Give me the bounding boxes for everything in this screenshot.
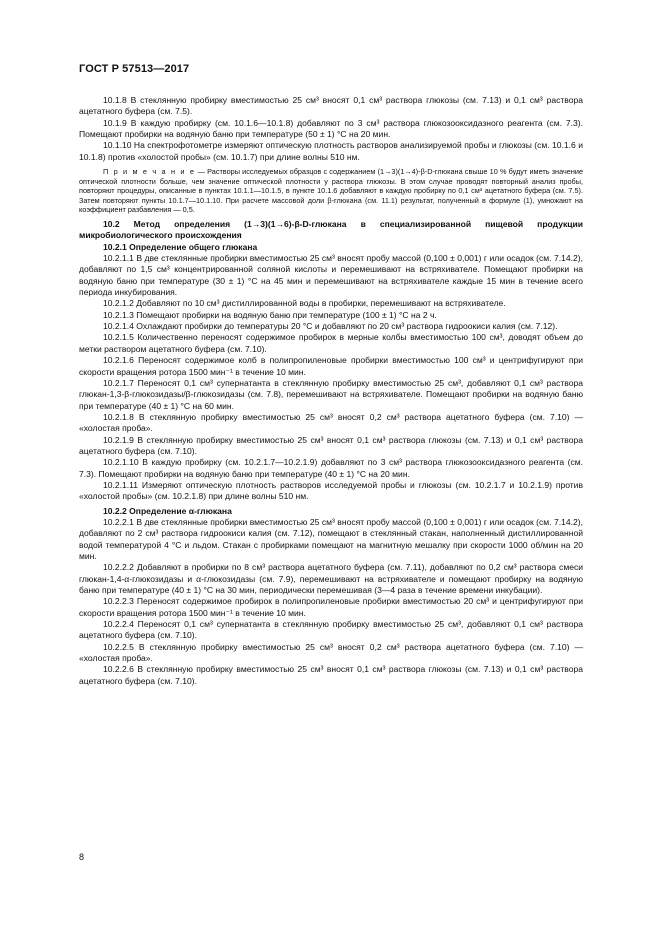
document-body xyxy=(79,95,583,687)
note-paragraph xyxy=(79,167,583,215)
paragraph-10-2-1-6: 10.2.1.6 Переносят содержимое колб в полипропиленовые пробирки вместимостью 100 см³ и центрифугируют при скорости вращения ротора 1500 мин⁻¹ в течение 10 мин. xyxy=(79,355,583,377)
standard-code-header: ГОСТ Р 57513—2017 xyxy=(79,63,190,75)
paragraph-10-2-1-8: 10.2.1.8 В стеклянную пробирку вместимостью 25 см³ вносят 0,2 см³ раствора ацетатного буфера (см. 7.10) — «холостая проба». xyxy=(79,411,583,434)
paragraph-10-2-2-6: 10.2.2.6 В стеклянную пробирку вместимостью 25 см³ вносят 0,1 см³ раствора глюкозы (см. 7.13) и 0,1 см³ раствора ацетатного буфера (см. 7.10). xyxy=(79,664,583,686)
paragraph-10-2-1-11: 10.2.1.11 Измеряют оптическую плотность растворов исследуемой пробы и глюкозы (см. 10.2.1.7 и 10.2.1.9) против «холостой пробы» (см. 10.2.1.8) при длине волны 510 нм. xyxy=(79,479,583,502)
paragraph-10-2-1-3: 10.2.1.3 Помещают пробирки на водяную баню при температуре (100 ± 1) °С на 2 ч. xyxy=(103,309,437,320)
paragraph-10-2-1-9: 10.2.1.9 В стеклянную пробирку вместимостью 25 см³ вносят 0,1 см³ раствора глюкозы (см. 7.13) и 0,1 см³ раствора ацетатного буфера (см. 7.10). xyxy=(79,434,583,456)
paragraph-10-1-10: 10.1.10 На спектрофотометре измеряют оптическую плотность растворов анализируемой пробы и глюкозы (см. 10.1.6 и 10.1.8) против «холостой пробы» (см. 10.1.7) при длине волны 510 нм. xyxy=(79,140,583,162)
paragraph-10-2-2-4: 10.2.2.4 Переносят 0,1 см³ супернатанта в стеклянную пробирку вместимостью 25 см³, добавляют 0,1 см³ раствора ацетатного буфера (см. 7.10). xyxy=(79,619,583,641)
note-label: П р и м е ч а н и е xyxy=(103,167,196,177)
paragraph-10-2-1-10: 10.2.1.10 В каждую пробирку (см. 10.2.1.7—10.2.1.9) добавляют по 3 см³ раствора глюкозооксидазного реагента (см. 7.3). Помещают пробирки на водяную баню при температуре (40 ± 1) °С на 20 мин. xyxy=(79,457,583,479)
paragraph-10-2-1-1: 10.2.1.1 В две стеклянные пробирки вместимостью 25 см³ вносят пробу массой (0,100 ± 0,001) г или осадок (см. 7.14.2), добавляют по 1,5 см³ концентрированной соляной кислоты и перемешивают на встряхивателе. Помещают пробирки на водяную баню при температуре (30 ± 1) °С на 45 мин и перемешивают на встряхивателе каждые 15 мин в течение всего периода инкубирования. xyxy=(79,253,583,298)
paragraph-10-2-1-2: 10.2.1.2 Добавляют по 10 см³ дистиллированной воды в пробирки, перемешивают на встряхивателе. xyxy=(103,298,506,309)
paragraph-10-2-1-5: 10.2.1.5 Количественно переносят содержимое пробирок в мерные колбы вместимостью 100 см³, доводят объем до метки раствором ацетатного буфера (см. 7.10). xyxy=(79,332,583,354)
paragraph-10-2-2-5: 10.2.2.5 В стеклянную пробирку вместимостью 25 см³ вносят 0,2 см³ раствора ацетатного буфера (см. 7.10) — «холостая проба». xyxy=(79,641,583,664)
paragraph-10-1-8: 10.1.8 В стеклянную пробирку вместимостью 25 см³ вносят 0,1 см³ раствора глюкозы (см. 7.13) и 0,1 см³ раствора ацетатного буфера (см. 7.5). xyxy=(79,95,583,117)
subsection-heading-10-2-1: 10.2.1 Определение общего глюкана xyxy=(103,241,258,252)
paragraph-10-2-2-1: 10.2.2.1 В две стеклянные пробирки вместимостью 25 см³ вносят пробу массой (0,100 ± 0,001) г или осадок (см. 7.14.2), добавляют по 2 см³ раствора гидроокиси калия (см. 7.12), помещают в стеклянный стакан, наполненный дистиллированной водой температурой 4 °С и льдом. Стакан с пробирками помещают на магнитную мешалку при скорости 1000 об/мин на 20 мин. xyxy=(79,516,583,561)
paragraph-10-2-1-7: 10.2.1.7 Переносят 0,1 см³ супернатанта в стеклянную пробирку вместимостью 25 см³, добавляют 0,1 см³ раствора глюкан-1,3-β-глюкозидазы/β-глюкозидазы (см. 7.8), перемешивают на встряхивателе. Помещают пробирки на водяную баню при температуре (40 ± 1) °С на 60 мин. xyxy=(79,377,583,411)
note-text: — Растворы исследуемых образцов с содержанием (1→3)(1→4)-β-D-глюкана свыше 10 % будут иметь значение оптической плотности больше, чем значение оптической плотности у раствора глюкозы. В этом случае проводят повторный анализ пробы, повторяют процедуры, описанные в пунктах 10.1.1—10.1.5, в пункте 10.1.6 добавляют в каждую пробирку по 0,1 см³ ацетатного буфера (см. 7.5). Затем повторяют пункты 10.1.7—10.1.10. При расчете массовой доли β-глюкана (см. 11.1) результат, полученный в формуле (1), умножают на коэффициент разбавления — 0,5. xyxy=(79,167,584,215)
paragraph-10-2-2-2: 10.2.2.2 Добавляют в пробирки по 8 см³ раствора ацетатного буфера (см. 7.11), добавляют по 0,2 см³ раствора смеси глюкан-1,4-α-глюкозидазы и α-глюкозидазы (см. 7.9), перемешивают на встряхивателе и помещают пробирку на водяную баню при температуре (40 ± 1) °С на 30 мин, периодически перемешивая (3—4 раза в течение времени инкубации). xyxy=(79,562,583,596)
section-heading-10-2: 10.2 Метод определения (1→3)(1→6)-β-D-глюкана в специализированной пищевой продукции микробиологического происхождения xyxy=(79,219,583,241)
paragraph-10-2-1-4: 10.2.1.4 Охлаждают пробирки до температуры 20 °С и добавляют по 20 см³ раствора гидроокиси калия (см. 7.12). xyxy=(103,321,558,332)
paragraph-10-1-9: 10.1.9 В каждую пробирку (см. 10.1.6—10.1.8) добавляют по 3 см³ раствора глюкозооксидазного реагента (см. 7.3). Помещают пробирки на водяную баню при температуре (50 ± 1) °С на 20 мин. xyxy=(79,117,583,140)
subsection-heading-10-2-2: 10.2.2 Определение α-глюкана xyxy=(103,505,232,516)
page-number: 8 xyxy=(79,852,85,862)
paragraph-10-2-2-3: 10.2.2.3 Переносят содержимое пробирок в полипропиленовые пробирки вместимостью 20 см³ и центрифугируют при скорости вращения ротора 1500 мин⁻¹ в течение 10 мин. xyxy=(79,596,583,618)
